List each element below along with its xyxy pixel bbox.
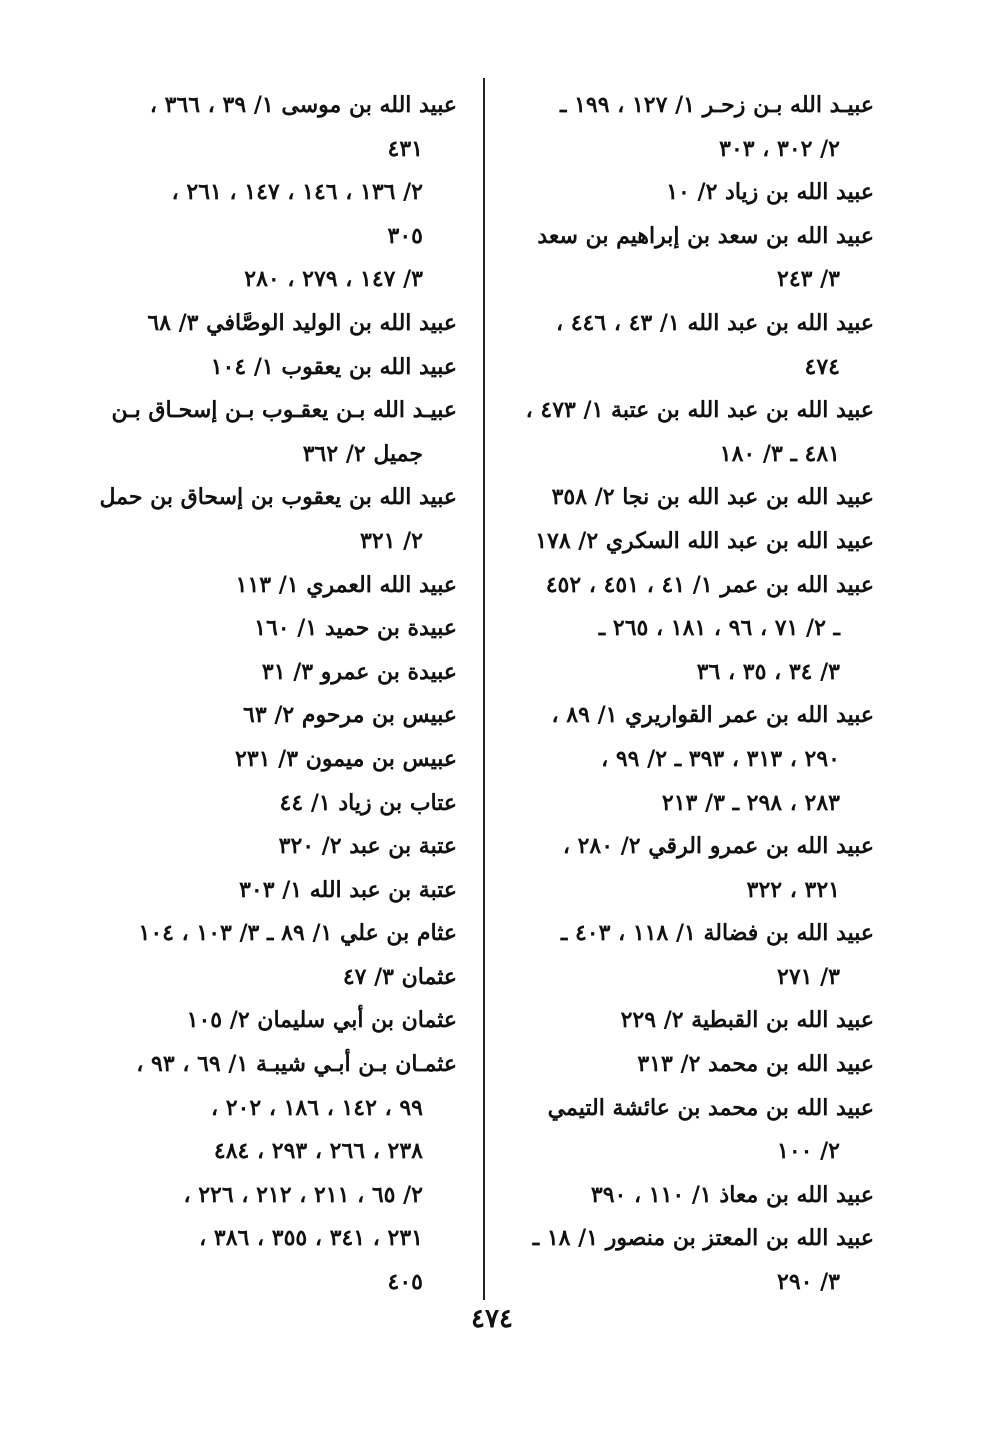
index-entry bbox=[499, 476, 874, 520]
index-entry bbox=[82, 825, 457, 869]
entry-continuation: ٢/ ١٠٠ bbox=[777, 1138, 840, 1165]
entry-continuation: ٤٠٥ bbox=[387, 1269, 423, 1296]
index-entry bbox=[499, 520, 874, 564]
entry-continuation: ٢٣٨ ، ٢٦٦ ، ٢٩٣ ، ٤٨٤ bbox=[213, 1138, 423, 1165]
entry-main: عبيد الله العمري ١/ ١١٣ bbox=[235, 571, 457, 598]
entry-main: عتبة بن عبد الله ١/ ٣٠٣ bbox=[239, 876, 457, 903]
entry-main: عبيد الله بن زياد ٢/ ١٠ bbox=[666, 179, 874, 206]
entry-main: عبيدة بن عمرو ٣/ ٣١ bbox=[261, 658, 457, 685]
index-entry bbox=[82, 738, 457, 782]
entry-continuation: ٣٢١ ، ٣٢٢ bbox=[746, 876, 840, 903]
index-entry bbox=[82, 346, 457, 390]
index-entry bbox=[499, 215, 874, 302]
right-column bbox=[499, 84, 874, 1305]
entry-main: عبيد الله بن عبد الله السكري ٢/ ١٧٨ bbox=[535, 527, 874, 554]
entry-main: عثمـان بـن أبـي شيبـة ١/ ٦٩ ، ٩٣ ، bbox=[136, 1051, 457, 1078]
index-entry bbox=[82, 912, 457, 956]
index-entry bbox=[499, 1087, 874, 1174]
entry-continuation: ٢/ ٣٠٢ ، ٣٠٣ bbox=[719, 135, 840, 162]
index-entry bbox=[82, 258, 457, 302]
entry-continuation: ٤٨١ ـ ٣/ ١٨٠ bbox=[719, 440, 840, 467]
entry-main: عبيد الله بن المعتز بن منصور ١/ ١٨ ـ bbox=[532, 1225, 874, 1252]
index-entry bbox=[499, 1174, 874, 1218]
entry-continuation: ٢٨٣ ، ٢٩٨ ـ ٣/ ٢١٣ bbox=[661, 789, 840, 816]
entry-main: عتبة بن عبد ٢/ ٣٢٠ bbox=[278, 833, 457, 860]
entry-continuation: ٣/ ٢٧١ bbox=[777, 963, 840, 990]
index-entry bbox=[82, 1174, 457, 1305]
left-column bbox=[82, 84, 457, 1305]
index-entry bbox=[499, 1217, 874, 1304]
entry-main: عبيد الله بن موسى ١/ ٣٩ ، ٣٦٦ ، bbox=[149, 92, 457, 118]
index-entry bbox=[82, 607, 457, 651]
index-entry bbox=[82, 84, 457, 171]
entry-continuation: ـ ٢/ ٧١ ، ٩٦ ، ١٨١ ، ٢٦٥ ـ bbox=[598, 615, 840, 642]
entry-main: عبيد الله بن عمرو الرقي ٢/ ٢٨٠ ، bbox=[562, 833, 874, 860]
entry-main: عبيد الله بن يعقوب ١/ ١٠٤ bbox=[210, 353, 457, 380]
index-entry bbox=[499, 912, 874, 999]
entry-main: عبيد الله بن الوليد الوصَّافي ٣/ ٦٨ bbox=[147, 309, 457, 336]
index-entry bbox=[82, 389, 457, 476]
entry-main: عبيد الله بن عبد الله ١/ ٤٣ ، ٤٤٦ ، bbox=[555, 309, 874, 336]
entry-continuation: ٣٠٥ bbox=[387, 222, 423, 249]
entry-main: عبيد الله بن سعد بن إبراهيم بن سعد bbox=[537, 222, 874, 249]
index-entry bbox=[499, 302, 874, 389]
entry-main: عبيد الله بن عمر القواريري ١/ ٨٩ ، bbox=[551, 702, 874, 729]
column-divider bbox=[483, 78, 485, 1300]
index-entry bbox=[82, 999, 457, 1043]
index-entry bbox=[499, 84, 874, 171]
index-entry bbox=[82, 694, 457, 738]
entry-continuation: ٢/ ٦٥ ، ٢١١ ، ٢١٢ ، ٢٢٦ ، bbox=[183, 1181, 423, 1208]
entry-continuation: ٢٣١ ، ٣٤١ ، ٣٥٥ ، ٣٨٦ ، bbox=[199, 1225, 423, 1252]
entry-main: عثمان بن أبي سليمان ٢/ ١٠٥ bbox=[186, 1007, 457, 1034]
index-entry bbox=[82, 651, 457, 695]
entry-continuation: ٣/ ٣٤ ، ٣٥ ، ٣٦ bbox=[696, 658, 840, 685]
entry-main: عبيد الله بن عبد الله بن نجا ٢/ ٣٥٨ bbox=[551, 484, 874, 511]
entry-main: عبيد الله بن محمد بن عائشة التيمي bbox=[547, 1094, 874, 1121]
entry-main: عبيـد الله بـن يعقـوب بـن إسحـاق بـن bbox=[111, 397, 457, 424]
entry-continuation: ٣/ ٢٩٠ bbox=[777, 1269, 840, 1296]
index-entry bbox=[82, 302, 457, 346]
entry-main: عبيد الله بن محمد ٢/ ٣١٣ bbox=[637, 1051, 874, 1078]
index-entry bbox=[499, 999, 874, 1043]
index-entry bbox=[82, 171, 457, 258]
entry-continuation: ٢/ ٣٢١ bbox=[360, 527, 423, 554]
entry-main: عبيس بن مرحوم ٢/ ٦٣ bbox=[243, 702, 457, 729]
index-entry bbox=[499, 171, 874, 215]
index-entry bbox=[499, 825, 874, 912]
entry-continuation: ٤٣١ bbox=[387, 135, 423, 162]
page-number: ٤٧٤ bbox=[471, 1304, 513, 1334]
entry-main: عبيد الله بن عمر ١/ ٤١ ، ٤٥١ ، ٤٥٢ bbox=[545, 571, 874, 598]
index-entry bbox=[82, 476, 457, 563]
index-entry bbox=[499, 389, 874, 476]
entry-continuation: ٣/ ١٤٧ ، ٢٧٩ ، ٢٨٠ bbox=[244, 266, 423, 293]
entry-continuation: ٩٩ ، ١٤٢ ، ١٨٦ ، ٢٠٢ ، bbox=[210, 1094, 423, 1121]
entry-main: عبيد الله بن يعقوب بن إسحاق بن حمل bbox=[99, 484, 457, 511]
entry-main: عبيد الله بن عبد الله بن عتبة ١/ ٤٧٣ ، bbox=[525, 397, 874, 424]
entry-main: عثام بن علي ١/ ٨٩ ـ ٣/ ١٠٣ ، ١٠٤ bbox=[138, 920, 457, 947]
entry-continuation: ٤٧٤ bbox=[804, 353, 840, 380]
entry-continuation: جميل ٢/ ٣٦٢ bbox=[302, 440, 423, 467]
index-entry bbox=[499, 694, 874, 825]
entry-continuation: ٢/ ١٣٦ ، ١٤٦ ، ١٤٧ ، ٢٦١ ، bbox=[171, 179, 423, 206]
index-entry bbox=[82, 564, 457, 608]
entry-main: عبيس بن ميمون ٣/ ٢٣١ bbox=[235, 745, 457, 772]
entry-main: عثمان ٣/ ٤٧ bbox=[342, 963, 457, 990]
entry-continuation: ٢٩٠ ، ٣١٣ ، ٣٩٣ ـ ٢/ ٩٩ ، bbox=[601, 745, 840, 772]
entry-continuation: ٣/ ٢٤٣ bbox=[777, 266, 840, 293]
entry-main: عبيـد الله بـن زحـر ١/ ١٢٧ ، ١٩٩ ـ bbox=[559, 92, 874, 118]
index-entry bbox=[499, 564, 874, 695]
entry-main: عبيد الله بن القبطية ٢/ ٢٢٩ bbox=[620, 1007, 874, 1034]
index-entry bbox=[82, 782, 457, 826]
entry-main: عبيد الله بن معاذ ١/ ١١٠ ، ٣٩٠ bbox=[590, 1181, 874, 1208]
entry-main: عتاب بن زياد ١/ ٤٤ bbox=[279, 789, 457, 816]
entry-main: عبيدة بن حميد ١/ ١٦٠ bbox=[254, 615, 457, 642]
entry-main: عبيد الله بن فضالة ١/ ١١٨ ، ٤٠٣ ـ bbox=[560, 920, 874, 947]
index-entry bbox=[499, 1043, 874, 1087]
index-entry bbox=[82, 1043, 457, 1174]
index-entry bbox=[82, 869, 457, 913]
index-entry bbox=[82, 956, 457, 1000]
